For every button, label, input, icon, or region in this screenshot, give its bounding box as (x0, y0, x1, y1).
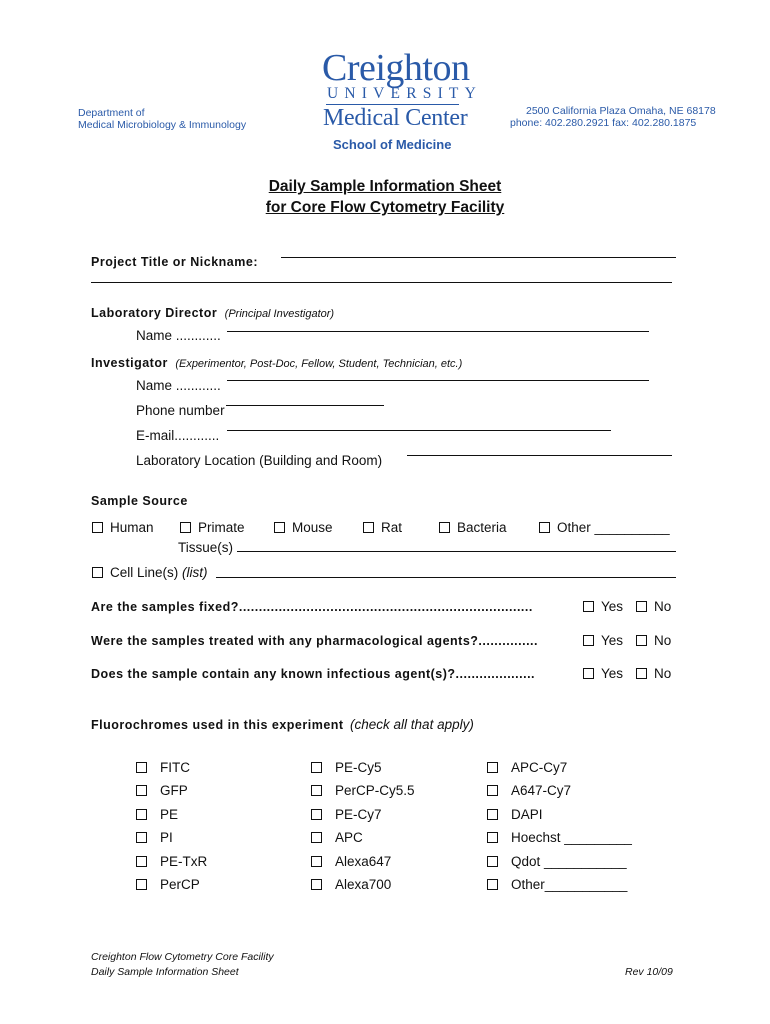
phone-fax: phone: 402.280.2921 fax: 402.280.1875 (510, 117, 697, 129)
fluoro-checkbox[interactable] (136, 832, 147, 843)
department-line-1: Department of (78, 107, 145, 119)
source-cell-line[interactable] (92, 565, 208, 580)
source-other-label: Other __________ (557, 520, 670, 535)
fluoro-checkbox[interactable] (311, 785, 322, 796)
checkbox-primate[interactable] (180, 522, 191, 533)
fluoro-option-label: Hoechst _________ (511, 830, 632, 846)
investigator-name-field[interactable] (227, 380, 649, 381)
fixed-no-label: No (654, 599, 672, 614)
fluoro-option[interactable] (136, 854, 207, 877)
footer-revision: Rev 10/09 (625, 966, 673, 978)
source-primate[interactable] (180, 520, 245, 535)
checkbox-fixed-no[interactable] (636, 601, 647, 612)
page-title: Daily Sample Information Sheet (268, 178, 502, 195)
checkbox-infectious-no[interactable] (636, 668, 647, 679)
fluoro-option-label: PerCP-Cy5.5 (335, 783, 415, 799)
source-bacteria-label: Bacteria (457, 520, 507, 535)
fluoro-option-label: APC (335, 830, 363, 846)
fluoro-column-1 (136, 760, 207, 900)
checkbox-pharma-yes[interactable] (583, 635, 594, 646)
fluoro-option-label: PE-TxR (160, 853, 208, 869)
logo-university: UNIVERSITY (327, 85, 482, 102)
location-field[interactable] (407, 455, 672, 456)
source-bacteria[interactable] (439, 520, 507, 535)
fixed-yes[interactable] (583, 599, 623, 614)
department (78, 107, 246, 131)
checkbox-rat[interactable] (363, 522, 374, 533)
phone-label: Phone number (136, 403, 225, 418)
checkbox-fixed-yes[interactable] (583, 601, 594, 612)
fluoro-option[interactable] (136, 877, 207, 900)
pharma-yes-label: Yes (601, 633, 624, 648)
fluoro-option-label: APC-Cy7 (511, 760, 568, 775)
investigator-name-label: Name ............ (136, 378, 221, 393)
fluoro-checkbox[interactable] (311, 762, 322, 773)
tissues-field[interactable] (237, 551, 676, 552)
department-line-2: Medical Microbiology & Immunology (78, 119, 247, 131)
address-block (510, 105, 716, 129)
fluoro-option-label: Qdot ___________ (511, 853, 627, 869)
sample-source-label: Sample Source (91, 494, 188, 508)
fluoro-checkbox[interactable] (136, 785, 147, 796)
source-human[interactable] (92, 520, 154, 535)
fluoro-option[interactable] (136, 830, 207, 853)
address: 2500 California Plaza Omaha, NE 68178 (526, 105, 716, 117)
question-fixed: Are the samples fixed?.......................................................................... (91, 600, 533, 614)
fluoro-checkbox[interactable] (487, 879, 498, 890)
school-name: School of Medicine (333, 137, 452, 152)
fluoro-option[interactable] (487, 830, 632, 853)
cell-line-note: (list) (182, 565, 208, 580)
checkbox-infectious-yes[interactable] (583, 668, 594, 679)
fluoro-option-label: PerCP (160, 876, 200, 892)
fluoro-checkbox[interactable] (136, 809, 147, 820)
infectious-yes-label: Yes (601, 666, 624, 681)
fluoro-note: (check all that apply) (350, 717, 474, 732)
fluoro-checkbox[interactable] (136, 879, 147, 890)
lab-director-heading (91, 304, 334, 322)
fluoro-option[interactable] (311, 760, 415, 783)
investigator-note: (Experimentor, Post-Doc, Fellow, Student, Technician, etc.) (175, 358, 463, 370)
question-pharma: Were the samples treated with any pharmacological agents?............... (91, 634, 538, 648)
checkbox-bacteria[interactable] (439, 522, 450, 533)
fluoro-option[interactable] (487, 760, 632, 783)
fluoro-checkbox[interactable] (487, 809, 498, 820)
checkbox-mouse[interactable] (274, 522, 285, 533)
fluoro-option[interactable] (311, 830, 415, 853)
fluoro-option[interactable] (311, 854, 415, 877)
fluoro-checkbox[interactable] (487, 856, 498, 867)
question-infectious: Does the sample contain any known infectious agent(s)?.................... (91, 667, 536, 681)
fluoro-option-label: PI (160, 830, 173, 846)
fluoro-heading (91, 716, 474, 734)
fluoro-option[interactable] (136, 783, 207, 806)
fluoro-checkbox[interactable] (311, 832, 322, 843)
fixed-no[interactable] (636, 599, 671, 614)
source-rat[interactable] (363, 520, 402, 535)
fluoro-option[interactable] (311, 807, 415, 830)
project-title-label: Project Title or Nickname: (91, 255, 258, 269)
fluoro-checkbox[interactable] (311, 879, 322, 890)
fluoro-option-label: Alexa700 (335, 876, 392, 892)
fluoro-label: Fluorochromes used in this experiment (91, 718, 344, 732)
fluoro-option[interactable] (136, 760, 207, 783)
lab-director-label: Laboratory Director (91, 306, 218, 320)
logo-medical-center: Medical Center (323, 105, 468, 131)
lab-director-note: (Principal Investigator) (224, 308, 335, 320)
fluoro-option-label: PE-Cy5 (335, 760, 382, 775)
fluoro-option-label: GFP (160, 783, 188, 799)
investigator-heading (91, 354, 462, 372)
investigator-label: Investigator (91, 356, 168, 370)
checkbox-other[interactable] (539, 522, 550, 533)
fluoro-option-label: DAPI (511, 806, 543, 822)
fluoro-option-label: Alexa647 (335, 853, 392, 869)
infectious-no[interactable] (636, 666, 671, 681)
fluoro-option[interactable] (487, 783, 632, 806)
source-other[interactable] (539, 520, 670, 535)
phone-field[interactable] (226, 405, 384, 406)
location-label: Laboratory Location (Building and Room) (136, 453, 383, 468)
fluoro-column-2 (311, 760, 415, 900)
fluoro-option-label: Other___________ (511, 876, 628, 892)
source-mouse[interactable] (274, 520, 333, 535)
fluoro-checkbox[interactable] (487, 762, 498, 773)
infectious-no-label: No (654, 666, 672, 681)
email-field[interactable] (227, 430, 611, 431)
source-primate-label: Primate (198, 520, 245, 535)
fluoro-option-label: PE-Cy7 (335, 806, 382, 822)
footer-line-1: Creighton Flow Cytometry Core Facility (91, 951, 274, 963)
tissues-label: Tissue(s) (178, 540, 234, 555)
footer-line-2: Daily Sample Information Sheet (91, 966, 239, 978)
source-mouse-label: Mouse (292, 520, 333, 535)
fluoro-checkbox[interactable] (487, 785, 498, 796)
fluoro-checkbox[interactable] (136, 856, 147, 867)
checkbox-human[interactable] (92, 522, 103, 533)
checkbox-cell-line[interactable] (92, 567, 103, 578)
pharma-yes[interactable] (583, 633, 623, 648)
cell-line-field[interactable] (216, 577, 676, 578)
email-label: E-mail............ (136, 428, 220, 443)
project-title-field[interactable] (281, 257, 676, 258)
pharma-no[interactable] (636, 633, 671, 648)
fluoro-option[interactable] (487, 877, 632, 900)
fixed-yes-label: Yes (601, 599, 624, 614)
fluoro-checkbox[interactable] (487, 832, 498, 843)
pharma-no-label: No (654, 633, 672, 648)
fluoro-option[interactable] (136, 807, 207, 830)
fluoro-option[interactable] (487, 807, 632, 830)
project-title-field-2[interactable] (91, 282, 672, 283)
fluoro-option-label: PE (160, 806, 179, 822)
page-subtitle: for Core Flow Cytometry Facility (265, 199, 505, 216)
fluoro-column-3 (487, 760, 632, 900)
fluoro-checkbox[interactable] (136, 762, 147, 773)
source-rat-label: Rat (381, 520, 403, 535)
fluoro-checkbox[interactable] (311, 856, 322, 867)
fluoro-option[interactable] (311, 783, 415, 806)
fluoro-option[interactable] (487, 854, 632, 877)
fluoro-option-label: FITC (160, 760, 190, 775)
lab-director-name-label: Name ............ (136, 328, 221, 343)
logo-creighton: Creighton (322, 47, 470, 89)
infectious-yes[interactable] (583, 666, 623, 681)
fluoro-option-label: A647-Cy7 (511, 783, 572, 799)
source-human-label: Human (110, 520, 154, 535)
fluoro-option[interactable] (311, 877, 415, 900)
checkbox-pharma-no[interactable] (636, 635, 647, 646)
fluoro-checkbox[interactable] (311, 809, 322, 820)
lab-director-name-field[interactable] (227, 331, 649, 332)
cell-line-label: Cell Line(s) (110, 565, 179, 580)
